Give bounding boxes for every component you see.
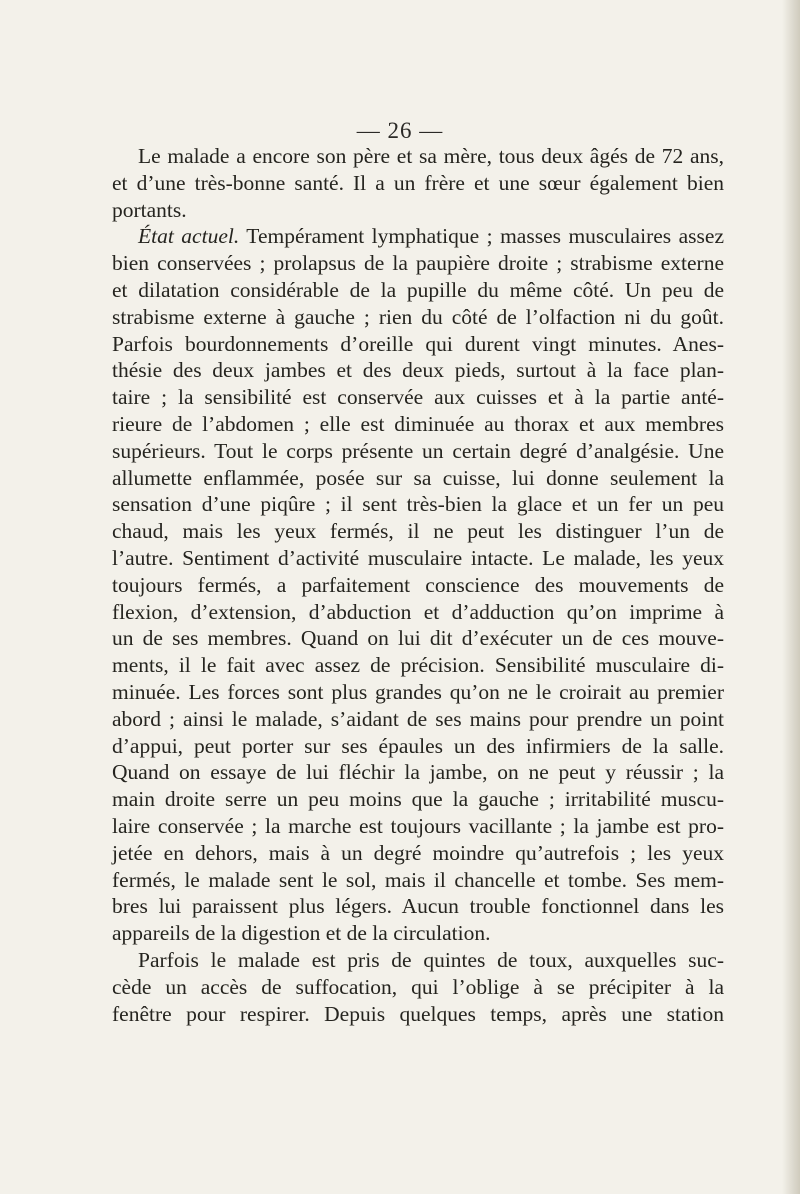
text-line: flexion, d’extension, d’abduction et d’adduction qu’on imprime à <box>112 599 724 624</box>
text-line: l’autre. Sentiment d’activité musculaire intacte. Le malade, les yeux <box>112 545 724 570</box>
text-line-rest: Tempérament lymphatique ; masses musculaires assez <box>239 224 724 249</box>
text-line: Quand on essaye de lui fléchir la jambe, on ne peut y réussir ; la <box>112 760 724 785</box>
text-line: d’appui, peut porter sur ses épaules un des infirmiers de la salle. <box>112 733 724 758</box>
text-line: Le malade a encore son père et sa mère, tous deux âgés de 72 ans, <box>138 144 724 168</box>
text-line: cède un accès de suffocation, qui l’oblige à se précipiter à la <box>112 974 724 999</box>
text-line: portants. <box>112 197 187 222</box>
text-line: fenêtre pour respirer. Depuis quelques temps, après une station <box>112 1001 724 1026</box>
text-line: laire conservée ; la marche est toujours vacillante ; la jambe est pro- <box>112 813 724 838</box>
text-line: main droite serre un peu moins que la gauche ; irritabilité muscu- <box>112 787 724 812</box>
text-line: chaud, mais les yeux fermés, il ne peut les distinguer l’un de <box>112 519 724 544</box>
text-line: strabisme externe à gauche ; rien du côté de l’olfaction ni du goût. <box>112 304 724 329</box>
text-line: rieure de l’abdomen ; elle est diminuée au thorax et aux membres <box>112 411 724 436</box>
page-number: — 26 — <box>356 118 444 143</box>
text-line: minuée. Les forces sont plus grandes qu’on ne le croirait au premier <box>112 679 724 704</box>
page-edge-shadow <box>782 0 800 1194</box>
text-line: allumette enflammée, posée sur sa cuisse, lui donne seulement la <box>112 465 724 490</box>
text-line: bres lui paraissent plus légers. Aucun trouble fonctionnel dans les <box>112 894 724 919</box>
text-line: et d’une très-bonne santé. Il a un frère et une sœur également bien <box>112 170 724 195</box>
text-line: thésie des deux jambes et des deux pieds, surtout à la face plan- <box>112 358 724 383</box>
text-line: sensation d’une piqûre ; il sent très-bien la glace et un fer un peu <box>112 492 724 517</box>
section-heading-italic: État actuel. <box>138 224 240 249</box>
text-line: et dilatation considérable de la pupille du même côté. Un peu de <box>112 277 724 302</box>
text-line: toujours fermés, a parfaitement conscience des mouvements de <box>112 572 724 597</box>
text-line: bien conservées ; prolapsus de la paupière droite ; strabisme externe <box>112 251 724 276</box>
text-line: Parfois bourdonnements d’oreille qui durent vingt minutes. Anes- <box>112 331 724 356</box>
text-line <box>112 223 724 250</box>
text-line: abord ; ainsi le malade, s’aidant de ses mains pour prendre un point <box>112 706 724 731</box>
text-line: fermés, le malade sent le sol, mais il chancelle et tombe. Ses mem- <box>112 867 724 892</box>
text-line: jetée en dehors, mais à un degré moindre qu’autrefois ; les yeux <box>112 840 724 865</box>
text-line: supérieurs. Tout le corps présente un certain degré d’analgésie. Une <box>112 438 724 463</box>
text-line: un de ses membres. Quand on lui dit d’exécuter un de ces mouve- <box>112 626 724 651</box>
text-line: appareils de la digestion et de la circulation. <box>112 921 491 946</box>
text-line: ments, il le fait avec assez de précision. Sensibilité musculaire di- <box>112 653 724 678</box>
text-line: taire ; la sensibilité est conservée aux cuisses et à la partie anté- <box>112 385 724 410</box>
text-line: Parfois le malade est pris de quintes de toux, auxquelles suc- <box>138 947 724 972</box>
body-text <box>112 143 724 1027</box>
